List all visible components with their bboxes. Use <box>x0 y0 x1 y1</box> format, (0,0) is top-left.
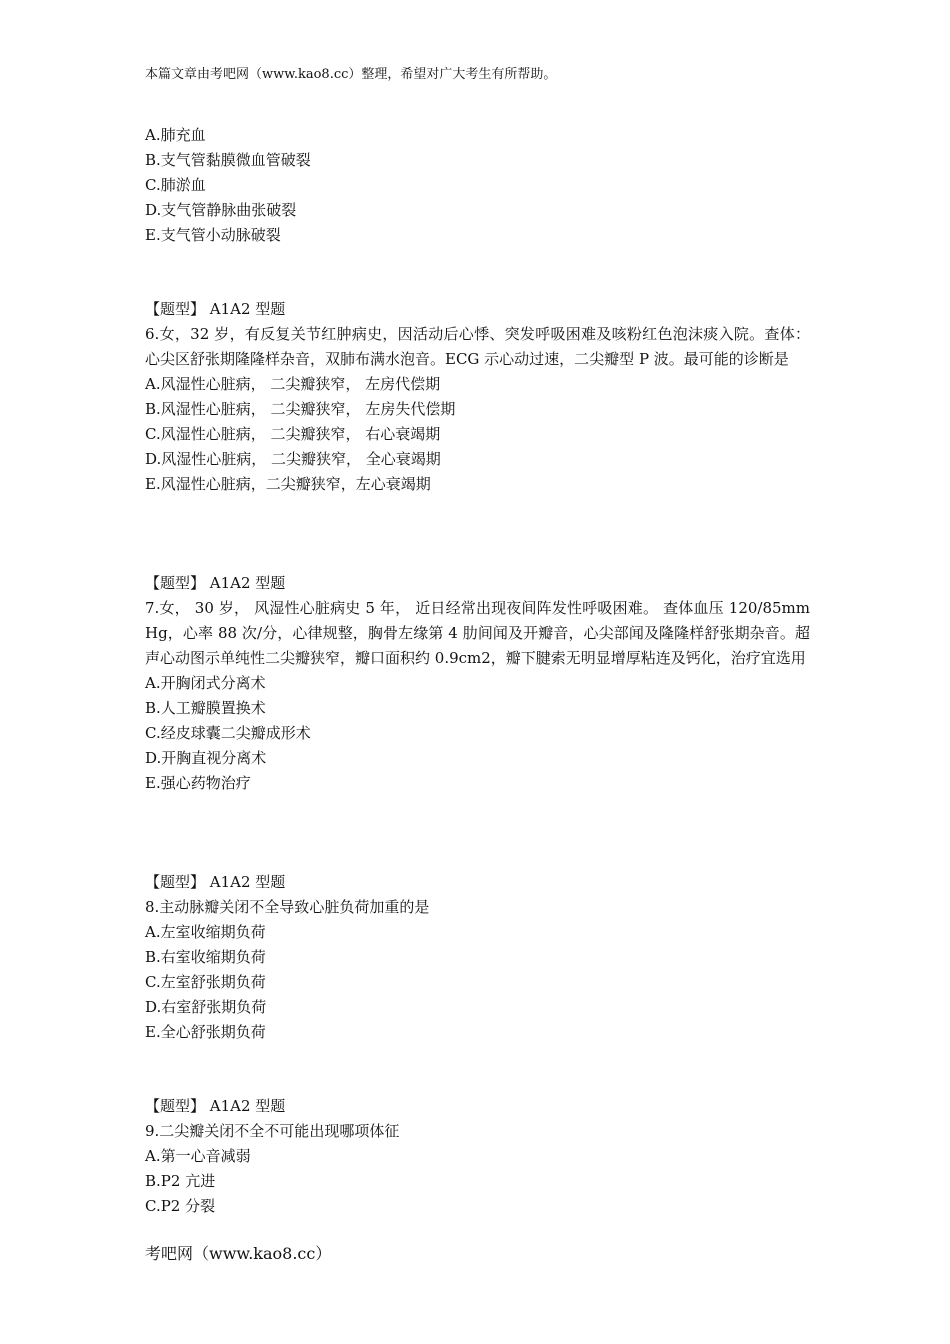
question-type-label: 【题型】 A1A2 型题 <box>145 574 286 592</box>
question-type-label: 【题型】 A1A2 型题 <box>145 300 286 318</box>
page-footer: 考吧网（www.kao8.cc） <box>145 1244 332 1263</box>
option-b: B.风湿性心脏病， 二尖瓣狭窄， 左房失代偿期 <box>145 400 456 418</box>
question-9-block <box>145 1094 810 1219</box>
question-stem: 8.主动脉瓣关闭不全导致心脏负荷加重的是 <box>145 898 430 916</box>
header-note: 本篇文章由考吧网（www.kao8.cc）整理，希望对广大考生有所帮助。 <box>145 67 557 82</box>
option-b: B.人工瓣膜置换术 <box>145 699 266 717</box>
option-d: D.支气管静脉曲张破裂 <box>145 201 297 219</box>
option-b: B.右室收缩期负荷 <box>145 948 266 966</box>
option-c: C.经皮球囊二尖瓣成形术 <box>145 724 311 742</box>
option-b: B.支气管黏膜微血管破裂 <box>145 151 311 169</box>
option-d: D.开胸直视分离术 <box>145 749 267 767</box>
option-a: A.肺充血 <box>145 126 206 144</box>
option-e: E.风湿性心脏病，二尖瓣狭窄，左心衰竭期 <box>145 475 431 493</box>
option-c: C.左室舒张期负荷 <box>145 973 266 991</box>
question-8-block <box>145 870 810 1045</box>
option-d: D.右室舒张期负荷 <box>145 998 267 1016</box>
option-a: A.风湿性心脏病， 二尖瓣狭窄， 左房代偿期 <box>145 375 441 393</box>
option-e: E.强心药物治疗 <box>145 774 251 792</box>
question-type-label: 【题型】 A1A2 型题 <box>145 1097 286 1115</box>
question-type-label: 【题型】 A1A2 型题 <box>145 873 286 891</box>
option-c: C.P2 分裂 <box>145 1197 216 1215</box>
option-c: C.风湿性心脏病， 二尖瓣狭窄， 右心衰竭期 <box>145 425 441 443</box>
option-c: C.肺淤血 <box>145 176 206 194</box>
option-e: E.支气管小动脉破裂 <box>145 226 281 244</box>
option-e: E.全心舒张期负荷 <box>145 1023 266 1041</box>
question-5-block <box>145 123 810 248</box>
option-a: A.第一心音减弱 <box>145 1147 251 1165</box>
question-6-block <box>145 297 810 497</box>
question-stem: 6.女，32 岁，有反复关节红肿病史，因活动后心悸、突发呼吸困难及咳粉红色泡沫痰入院。查体：心尖区舒张期隆隆样杂音，双肺布满水泡音。ECG 示心动过速，二尖瓣型 P 波。最可能的诊断是 <box>145 325 810 368</box>
question-stem: 7.女， 30 岁， 风湿性心脏病史 5 年， 近日经常出现夜间阵发性呼吸困难。 查体血压 120/85mmHg，心率 88 次/分，心律规整，胸骨左缘第 4 肋间闻及开瓣音，心尖部闻及隆隆样舒张期杂音。超声心动图示单纯性二尖瓣狭窄，瓣口面积约 0.9cm2，瓣下腱索无明显增厚粘连及钙化，治疗宜选用 <box>145 599 810 667</box>
option-d: D.风湿性心脏病， 二尖瓣狭窄， 全心衰竭期 <box>145 450 441 468</box>
question-7-block <box>145 571 810 796</box>
option-a: A.开胸闭式分离术 <box>145 674 266 692</box>
option-b: B.P2 亢进 <box>145 1172 216 1190</box>
question-stem: 9.二尖瓣关闭不全不可能出现哪项体征 <box>145 1122 400 1140</box>
option-a: A.左室收缩期负荷 <box>145 923 266 941</box>
